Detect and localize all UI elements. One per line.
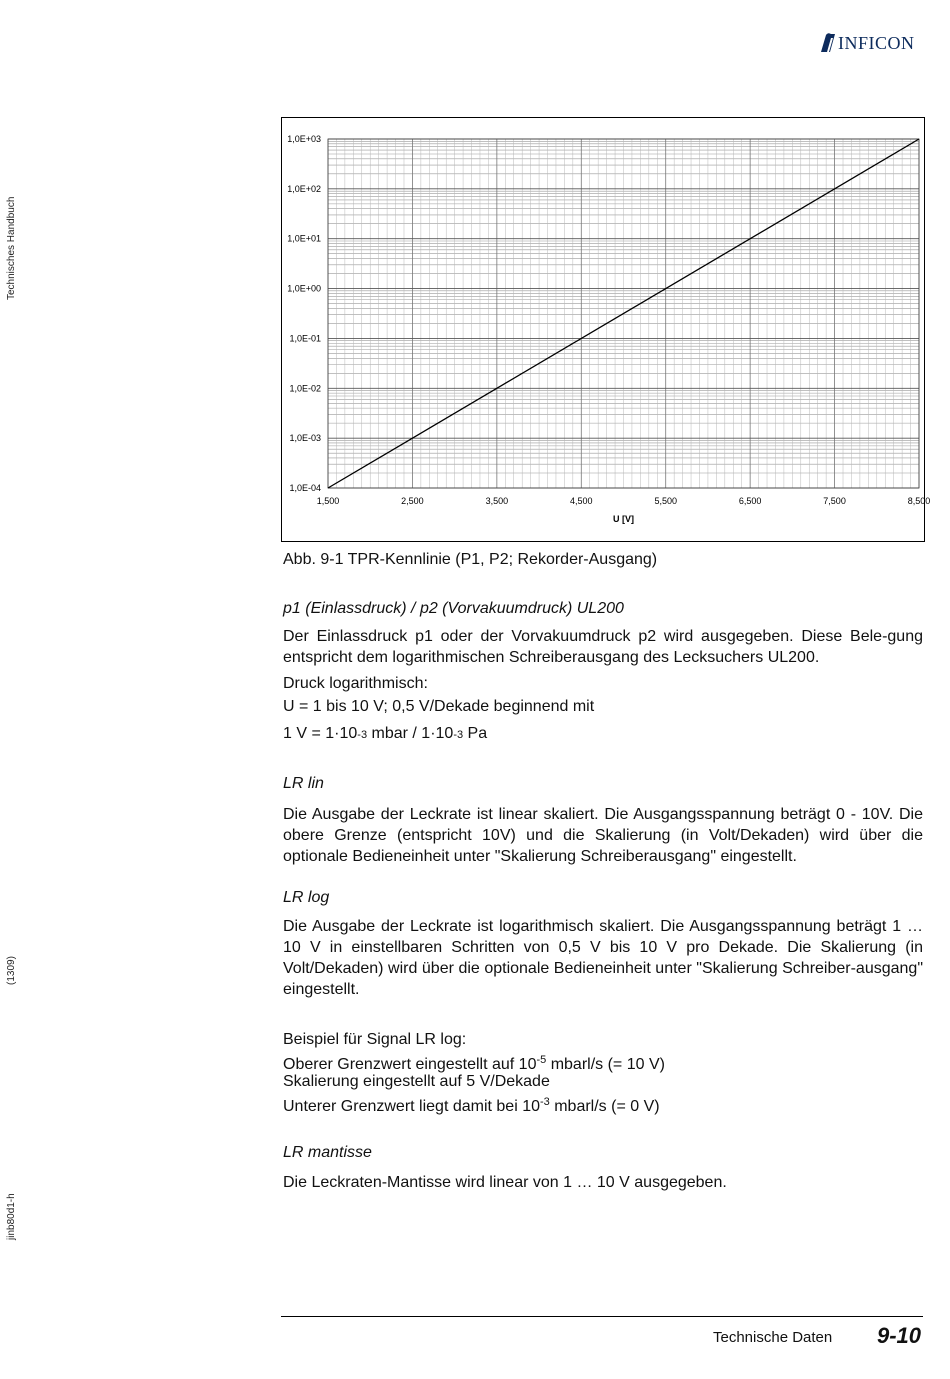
y-tick-label: 1,0E+00 <box>287 283 321 294</box>
inficon-logo-icon <box>818 32 836 54</box>
y-tick-label: 1,0E+01 <box>287 233 321 244</box>
y-tick-label: 1,0E-01 <box>289 333 321 344</box>
example-upper-limit-exponent: -5 <box>536 1054 547 1066</box>
x-tick-label: 6,500 <box>738 496 762 506</box>
sidebar-date-code: (1309) <box>6 956 17 985</box>
y-tick-label: 1,0E-02 <box>289 383 321 394</box>
voltage-formula <box>283 723 923 746</box>
example-title: Beispiel für Signal LR log: <box>283 1031 467 1048</box>
example-lower-limit-text: Unterer Grenzwert liegt damit bei 10 <box>283 1098 540 1115</box>
example-upper-limit-text: Oberer Grenzwert eingestellt auf 10 <box>283 1056 537 1073</box>
tpr-characteristic-chart <box>282 118 931 541</box>
y-tick-label: 1,0E-03 <box>289 433 321 444</box>
x-tick-label: 5,500 <box>654 496 677 506</box>
x-tick-label: 7,500 <box>823 496 846 506</box>
x-tick-label: 4,500 <box>570 496 593 506</box>
footer-section-title: Technische Daten <box>713 1329 833 1346</box>
example-upper-limit-unit: mbarl/s (= 10 V) <box>546 1056 665 1073</box>
chart-frame <box>281 117 931 542</box>
voltage-range-text: U = 1 bis 10 V; 0,5 V/Dekade beginnend mit <box>283 698 595 715</box>
section-heading-p1: p1 (Einlassdruck) / p2 (Vorvakuumdruck) UL200 <box>283 600 624 617</box>
x-tick-label: 8,500 <box>907 496 931 506</box>
y-tick-label: 1,0E-04 <box>289 483 321 493</box>
example-lower-limit <box>283 1092 923 1117</box>
x-tick-label: 3,500 <box>485 496 509 506</box>
section-heading-lr-log: LR log <box>283 889 330 906</box>
x-axis-label: U [V] <box>613 514 634 524</box>
section-heading-lr-mantisse: LR mantisse <box>283 1144 372 1161</box>
section-text-p1: Der Einlassdruck p1 oder der Vorvakuumdruck p2 wird ausgegeben. Diese Bele-gung entspricht dem logarithmischen Schreiberausgang des Lecksuchers UL200. <box>283 628 923 666</box>
brand-logo <box>818 32 915 54</box>
example-lower-limit-unit: mbarl/s (= 0 V) <box>549 1098 660 1115</box>
example-lower-limit-exponent: -3 <box>540 1096 550 1108</box>
example-scaling: Skalierung eingestellt auf 5 V/Dekade <box>283 1073 550 1090</box>
pressure-log-label: Druck logarithmisch: <box>283 675 428 692</box>
x-tick-label: 1,500 <box>316 496 340 506</box>
formula-exponent-1: -3 <box>357 729 368 741</box>
section-text-lr-mantisse: Die Leckraten-Mantisse wird linear von 1 … 10 V ausgegeben. <box>283 1174 727 1191</box>
formula-exponent-2: -3 <box>453 729 464 741</box>
y-tick-label: 1,0E+03 <box>287 134 321 144</box>
section-text-lr-log: Die Ausgabe der Leckrate ist logarithmisch skaliert. Die Ausgangsspannung beträgt 1 … 10 V in einstellbaren Schritten von 0,5 V bis 10 V pro Dekade. Die Skalierung (in Volt/Dekaden) wird über die optionale Bedieneinheit unter "Skalierung Schreiber-ausgang" eingestellt. <box>283 918 923 998</box>
footer-divider <box>281 1316 923 1317</box>
section-heading-lr-lin: LR lin <box>283 775 324 792</box>
formula-part-b: mbar / 1·10 <box>367 725 454 742</box>
page-number: 9-10 <box>877 1323 922 1348</box>
figure-caption: Abb. 9-1 TPR-Kennlinie (P1, P2; Rekorder-Ausgang) <box>283 551 658 568</box>
y-tick-label: 1,0E+02 <box>287 183 321 194</box>
formula-part-c: Pa <box>463 725 488 742</box>
brand-name: INFICON <box>838 32 915 53</box>
x-tick-label: 2,500 <box>401 496 424 506</box>
sidebar-manual-title: Technisches Handbuch <box>6 196 17 300</box>
formula-part-a: 1 V = 1·10 <box>283 725 358 742</box>
section-text-lr-lin: Die Ausgabe der Leckrate ist linear skaliert. Die Ausgangsspannung beträgt 0 - 10V. Die obere Grenze (entspricht 10V) und die Skalierung (in Volt/Dekaden) wird über die optionale Bedieneinheit unter "Skalierung Schreiberausgang" eingestellt. <box>283 806 923 865</box>
sidebar-doc-code: jinb80d1-h <box>6 1193 17 1240</box>
